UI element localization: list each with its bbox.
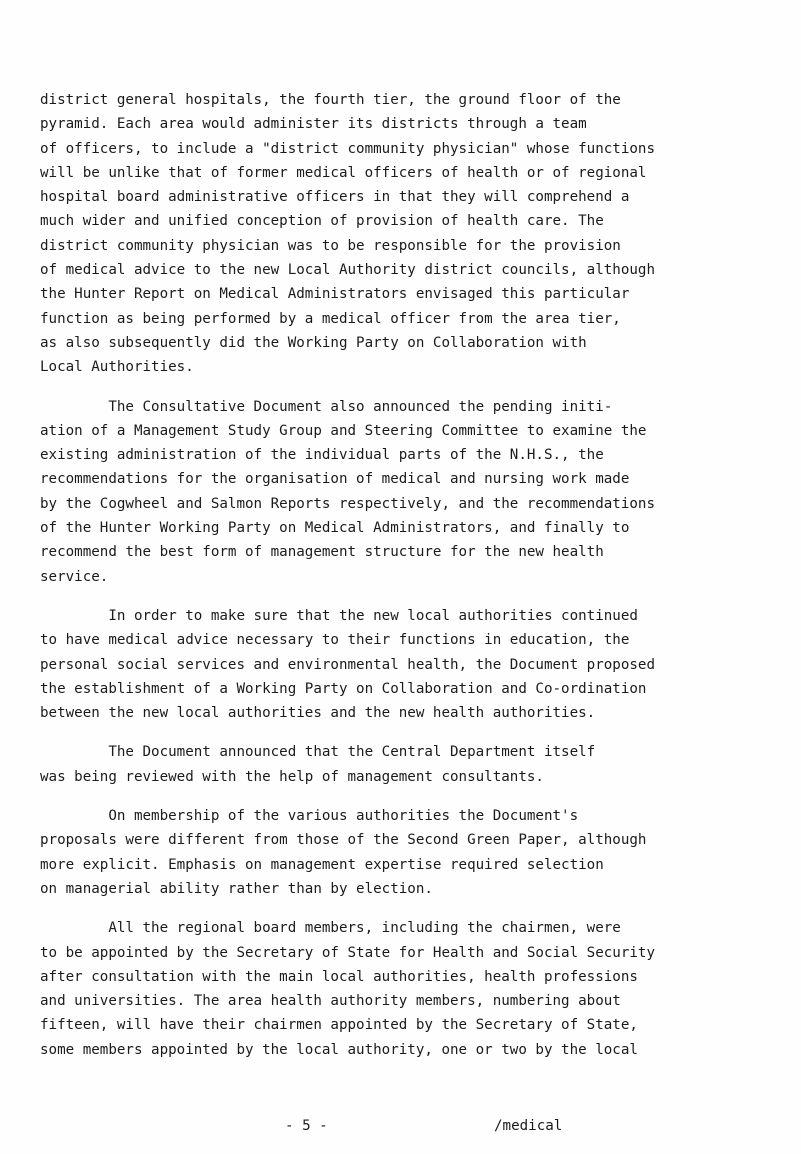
text-line: more explicit. Emphasis on management expertise required selection: [40, 856, 604, 873]
text-line: to have medical advice necessary to their functions in education, the: [40, 632, 630, 649]
text-line: On membership of the various authorities the Document's: [40, 808, 579, 825]
page-footer: [0, 1118, 801, 1144]
text-line: personal social services and environmental health, the Document proposed: [40, 656, 655, 673]
text-line: will be unlike that of former medical officers of health or of regional: [40, 164, 647, 181]
text-line: district general hospitals, the fourth tier, the ground floor of the: [40, 92, 621, 108]
text-line: recommend the best form of management structure for the new health: [40, 544, 604, 561]
page-number: - 5 -: [285, 1118, 328, 1134]
text-line: ation of a Management Study Group and Steering Committee to examine the: [40, 422, 647, 439]
text-line: The Consultative Document also announced the pending initi-: [40, 398, 613, 415]
catchword: /medical: [494, 1118, 563, 1134]
paragraph-gap: [40, 380, 780, 395]
text-line: recommendations for the organisation of medical and nursing work made: [40, 471, 630, 488]
text-line: fifteen, will have their chairmen appointed by the Secretary of State,: [40, 1017, 638, 1034]
text-line: much wider and unified conception of provision of health care. The: [40, 213, 604, 230]
paragraph: [40, 395, 780, 589]
paragraph: [40, 916, 780, 1062]
text-line: proposals were different from those of the Second Green Paper, although: [40, 832, 647, 849]
text-line: hospital board administrative officers in that they will comprehend a: [40, 189, 630, 206]
text-line: as also subsequently did the Working Party on Collaboration with: [40, 334, 587, 351]
text-line: of the Hunter Working Party on Medical Administrators, and finally to: [40, 520, 630, 537]
text-line: pyramid. Each area would administer its districts through a team: [40, 116, 587, 133]
paragraph: [40, 604, 780, 725]
text-line: on managerial ability rather than by election.: [40, 880, 433, 897]
text-line: All the regional board members, including the chairmen, were: [40, 920, 621, 937]
text-line: the Hunter Report on Medical Administrators envisaged this particular: [40, 286, 630, 303]
text-line: of medical advice to the new Local Authority district councils, although: [40, 262, 655, 279]
text-line: after consultation with the main local authorities, health professions: [40, 968, 638, 985]
text-line: and universities. The area health authority members, numbering about: [40, 993, 621, 1010]
text-line: function as being performed by a medical officer from the area tier,: [40, 310, 621, 327]
text-line: some members appointed by the local authority, one or two by the local: [40, 1041, 638, 1058]
text-line: of officers, to include a "district community physician" whose functions: [40, 140, 655, 157]
text-line: the establishment of a Working Party on Collaboration and Co-ordination: [40, 680, 647, 697]
text-line: district community physician was to be responsible for the provision: [40, 237, 621, 254]
paragraph: [40, 804, 780, 901]
text-line: by the Cogwheel and Salmon Reports respectively, and the recommendations: [40, 495, 655, 512]
text-line: service.: [40, 568, 109, 585]
text-line: The Document announced that the Central Department itself: [40, 744, 596, 761]
text-line: existing administration of the individual parts of the N.H.S., the: [40, 447, 604, 464]
text-line: Local Authorities.: [40, 359, 194, 376]
paragraph: [40, 88, 780, 380]
body-text: [40, 88, 780, 1062]
paragraph-gap: [40, 589, 780, 604]
paragraph-gap: [40, 789, 780, 804]
text-line: was being reviewed with the help of management consultants.: [40, 768, 544, 785]
paragraph-gap: [40, 725, 780, 740]
text-line: to be appointed by the Secretary of State for Health and Social Security: [40, 944, 655, 961]
paragraph-gap: [40, 901, 780, 916]
text-line: between the new local authorities and the new health authorities.: [40, 705, 596, 722]
text-line: In order to make sure that the new local authorities continued: [40, 607, 638, 624]
paragraph: [40, 740, 780, 789]
